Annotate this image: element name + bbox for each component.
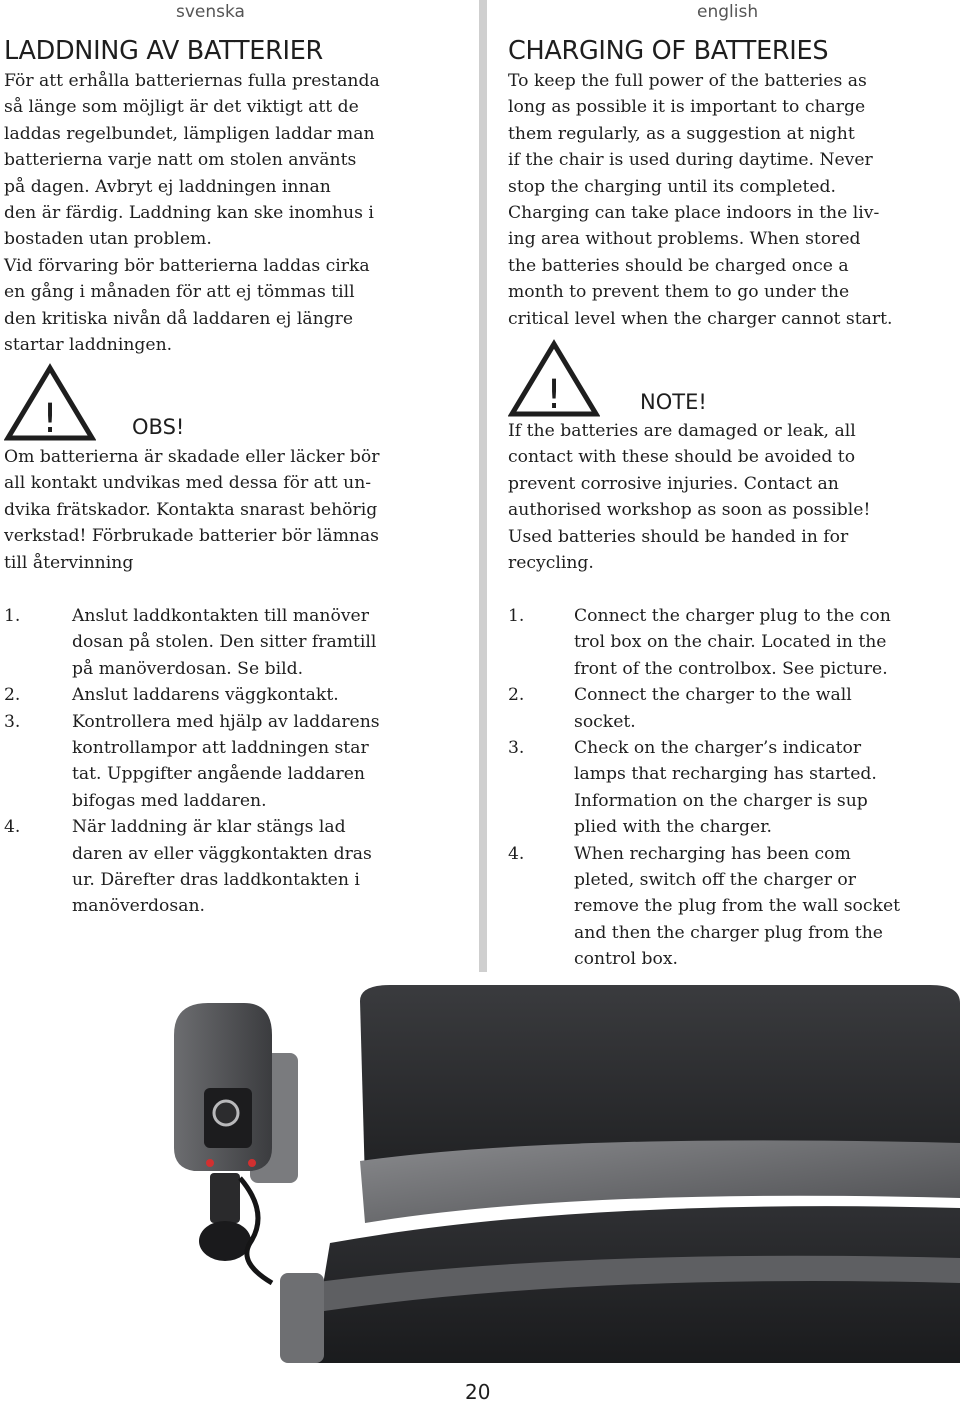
steps-list: [508, 603, 958, 973]
text-line: authorised workshop as soon as possible!: [508, 500, 871, 521]
text-line: When recharging has been com: [574, 843, 851, 864]
text-line: När laddning är klar stängs lad: [72, 817, 346, 838]
text-line: på dagen. Avbryt ej laddningen innan: [4, 176, 331, 197]
section-heading: CHARGING OF BATTERIES: [508, 36, 829, 66]
text-line: manöverdosan.: [72, 896, 206, 917]
step-item: [4, 682, 474, 708]
step-number: 4.: [508, 843, 525, 864]
text-line: trol box on the chair. Located in the: [574, 632, 887, 653]
text-line: front of the controlbox. See picture.: [574, 658, 888, 679]
note-label: OBS!: [132, 415, 185, 439]
warning-exclamation: !: [41, 396, 59, 442]
warning-exclamation: !: [545, 372, 563, 418]
text-line: Kontrollera med hjälp av laddarens: [72, 711, 380, 732]
language-label-english: english: [697, 2, 759, 22]
text-line: på manöverdosan. Se bild.: [72, 658, 304, 679]
text-line: month to prevent them to go under the: [508, 282, 850, 303]
text-line: daren av eller väggkontakten dras: [72, 843, 372, 864]
step-item: [4, 709, 474, 815]
indicator-lamp-left-shape: [206, 1159, 214, 1167]
text-line: control box.: [574, 949, 678, 970]
text-line: laddas regelbundet, lämpligen laddar man: [4, 123, 375, 144]
text-line: ur. Därefter dras laddkontakten i: [72, 870, 360, 891]
text-line: recycling.: [508, 553, 594, 574]
text-line: stop the charging until its completed.: [508, 176, 837, 197]
text-line: batterierna varje natt om stolen använts: [4, 150, 357, 171]
text-line: Used batteries should be handed in for: [508, 526, 849, 547]
text-line: lamps that recharging has started.: [574, 764, 877, 785]
frame-armrest-shape: [280, 1273, 324, 1363]
text-line: the batteries should be charged once a: [508, 255, 849, 276]
text-line: dvika frätskador. Kontakta snarast behörig: [4, 499, 378, 520]
step-number: 3.: [4, 711, 21, 732]
text-line: pleted, switch off the charger or: [574, 870, 856, 891]
text-line: Connect the charger to the wall: [574, 685, 852, 706]
step-number: 2.: [4, 685, 21, 706]
text-line: till återvinning: [4, 552, 134, 573]
text-line: Charging can take place indoors in the liv-: [508, 203, 880, 224]
text-line: För att erhålla batteriernas fulla prestanda: [4, 71, 380, 91]
text-line: Anslut laddarens väggkontakt.: [72, 685, 339, 706]
text-line: dosan på stolen. Den sitter framtill: [72, 632, 377, 653]
text-line: den är färdig. Laddning kan ske inomhus i: [4, 203, 374, 224]
intro-paragraph: [4, 68, 380, 358]
note-paragraph: [508, 418, 870, 576]
text-line: Connect the charger plug to the con: [574, 606, 891, 626]
step-number: 4.: [4, 817, 21, 838]
step-number: 1.: [508, 606, 525, 626]
text-line: kontrollampor att laddningen star: [72, 738, 369, 759]
text-line: så länge som möjligt är det viktigt att de: [4, 97, 359, 118]
text-line: If the batteries are damaged or leak, all: [508, 421, 856, 441]
step-item: [4, 814, 474, 920]
text-line: Anslut laddkontakten till manöver: [72, 606, 369, 626]
steps-list: [4, 603, 474, 920]
step-item: [508, 841, 958, 973]
text-line: Om batterierna är skadade eller läcker bör: [4, 447, 380, 467]
text-line: startar laddningen.: [4, 335, 173, 356]
language-label-swedish: svenska: [176, 2, 245, 22]
text-line: them regularly, as a suggestion at night: [508, 123, 855, 144]
joystick-knob-shape: [199, 1221, 251, 1261]
warning-triangle-icon: [4, 362, 96, 442]
warning-triangle-icon: [508, 338, 600, 418]
text-line: Information on the charger is sup: [574, 790, 868, 811]
text-line: ing area without problems. When stored: [508, 229, 861, 250]
step-number: 3.: [508, 738, 525, 759]
text-line: To keep the full power of the batteries as: [508, 71, 867, 91]
text-line: en gång i månaden för att ej tömmas till: [4, 282, 355, 303]
text-line: bostaden utan problem.: [4, 229, 212, 250]
joystick-stem-shape: [210, 1173, 240, 1223]
page-number: 20: [465, 1380, 491, 1404]
intro-paragraph: [508, 68, 893, 332]
text-line: and then the charger plug from the: [574, 922, 883, 943]
step-item: [508, 735, 958, 841]
text-line: plied with the charger.: [574, 817, 773, 838]
text-line: contact with these should be avoided to: [508, 447, 856, 468]
text-line: socket.: [574, 711, 636, 732]
note-paragraph: [4, 444, 379, 576]
text-line: critical level when the charger cannot start.: [508, 308, 893, 329]
text-line: den kritiska nivån då laddaren ej längre: [4, 308, 354, 329]
section-heading: LADDNING AV BATTERIER: [4, 36, 323, 66]
step-number: 1.: [4, 606, 21, 626]
step-item: [508, 603, 958, 682]
text-line: tat. Uppgifter angående laddaren: [72, 764, 365, 785]
text-line: remove the plug from the wall socket: [574, 896, 901, 917]
text-line: Check on the charger’s indicator: [574, 738, 862, 759]
text-line: bifogas med laddaren.: [72, 790, 267, 811]
step-item: [4, 603, 474, 682]
text-line: if the chair is used during daytime. Never: [508, 150, 873, 171]
text-line: long as possible it is important to charge: [508, 97, 866, 118]
controlbox-illustration: [160, 983, 960, 1363]
socket-pins-shape: [214, 1101, 238, 1125]
indicator-lamp-right-shape: [248, 1159, 256, 1167]
wheelchair-controlbox-photo: [160, 983, 960, 1363]
text-line: Vid förvaring bör batterierna laddas cirka: [4, 255, 370, 276]
text-line: verkstad! Förbrukade batterier bör lämnas: [4, 526, 380, 547]
text-line: all kontakt undvikas med dessa för att un-: [4, 473, 372, 494]
step-number: 2.: [508, 685, 525, 706]
step-item: [508, 682, 958, 735]
note-label: NOTE!: [640, 390, 707, 414]
text-line: prevent corrosive injuries. Contact an: [508, 473, 839, 494]
column-divider: [479, 0, 487, 972]
